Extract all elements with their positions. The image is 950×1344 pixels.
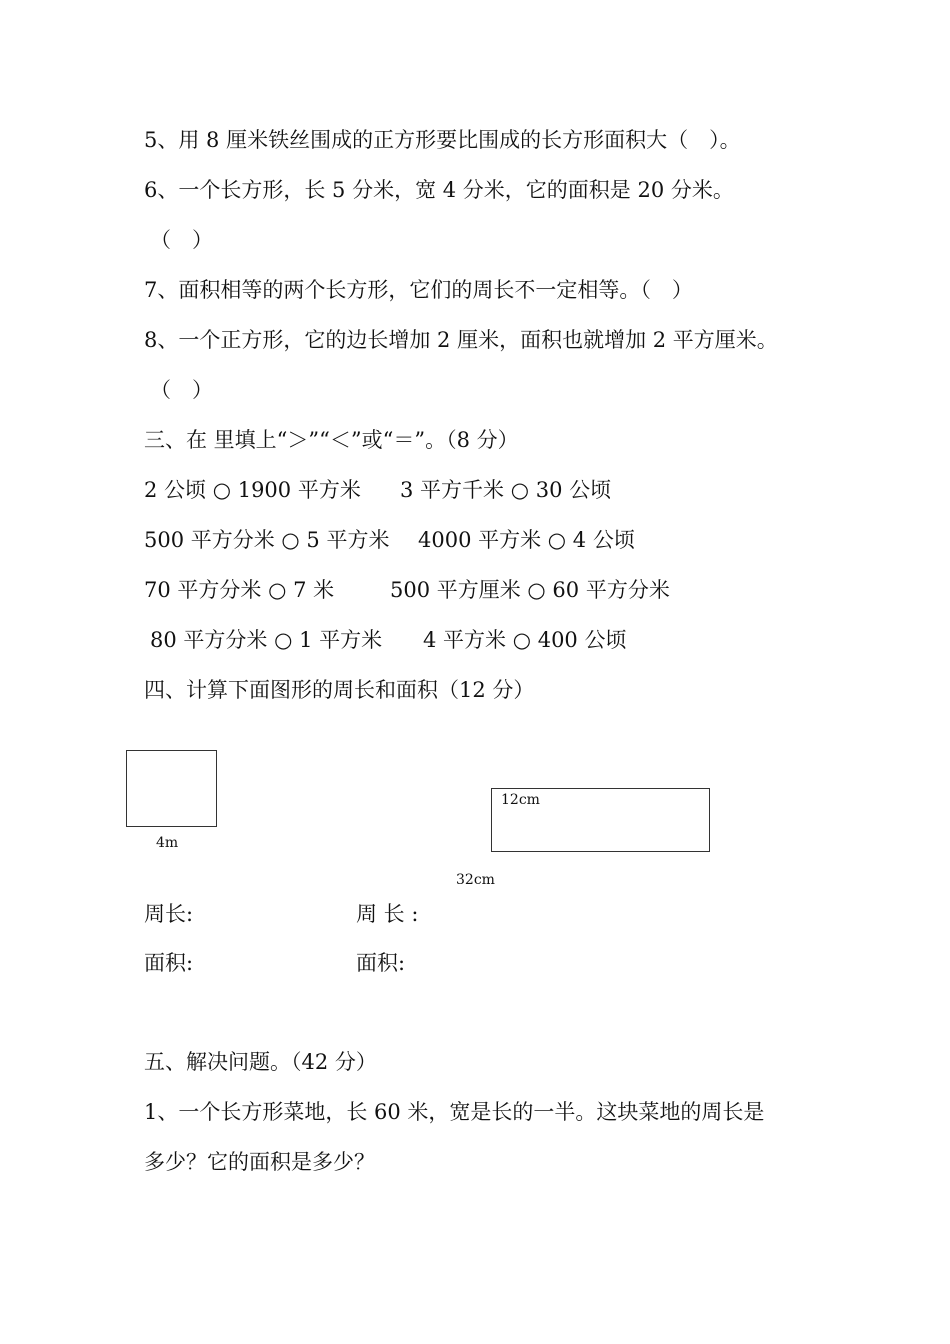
- compare-row: [150, 626, 627, 654]
- problem-1-line-1: 1、一个长方形菜地，长 60 米，宽是长的一半。这块菜地的周长是: [144, 1100, 765, 1124]
- question-5: 5、用 8 厘米铁丝围成的正方形要比围成的长方形面积大（ ）。: [144, 128, 741, 152]
- compare-left: 80 平方分米 ○ 1 平方米: [150, 628, 383, 652]
- question-7: 7、面积相等的两个长方形，它们的周长不一定相等。（ ）: [144, 278, 693, 302]
- section-5-heading: 五、解决问题。（42 分）: [144, 1050, 377, 1074]
- problem-1-line-2: 多少？它的面积是多少？: [144, 1150, 375, 1174]
- compare-row: [144, 476, 612, 504]
- question-6-answer-blank[interactable]: （ ）: [150, 228, 213, 252]
- perimeter-label-rectangle: 周 长 :: [356, 902, 419, 926]
- rectangle-length-label: 32cm: [456, 872, 495, 888]
- compare-left: 70 平方分米 ○ 7 米: [144, 578, 335, 602]
- section-3-heading: 三、在 里填上“＞”“＜”或“＝”。（8 分）: [144, 428, 519, 452]
- area-label-square: 面积:: [144, 951, 194, 975]
- compare-row: [144, 526, 635, 554]
- compare-right: 500 平方厘米 ○ 60 平方分米: [390, 578, 670, 602]
- section-4-heading: 四、计算下面图形的周长和面积（12 分）: [144, 678, 535, 702]
- rectangle-width-label: 12cm: [501, 792, 540, 808]
- compare-right: 4 平方米 ○ 400 公顷: [423, 628, 627, 652]
- square-figure: [126, 750, 217, 827]
- question-6: 6、一个长方形，长 5 分米，宽 4 分米，它的面积是 20 分米。: [144, 178, 734, 202]
- square-side-label: 4m: [156, 835, 179, 851]
- compare-right: 4000 平方米 ○ 4 公顷: [418, 528, 635, 552]
- question-8: 8、一个正方形，它的边长增加 2 厘米，面积也就增加 2 平方厘米。: [144, 328, 778, 352]
- compare-left: 500 平方分米 ○ 5 平方米: [144, 528, 390, 552]
- compare-row: [144, 576, 670, 604]
- compare-left: 2 公顷 ○ 1900 平方米: [144, 478, 361, 502]
- area-label-rectangle: 面积:: [356, 951, 406, 975]
- question-8-answer-blank[interactable]: （ ）: [150, 378, 213, 402]
- compare-right: 3 平方千米 ○ 30 公顷: [400, 478, 612, 502]
- perimeter-label-square: 周长:: [144, 902, 194, 926]
